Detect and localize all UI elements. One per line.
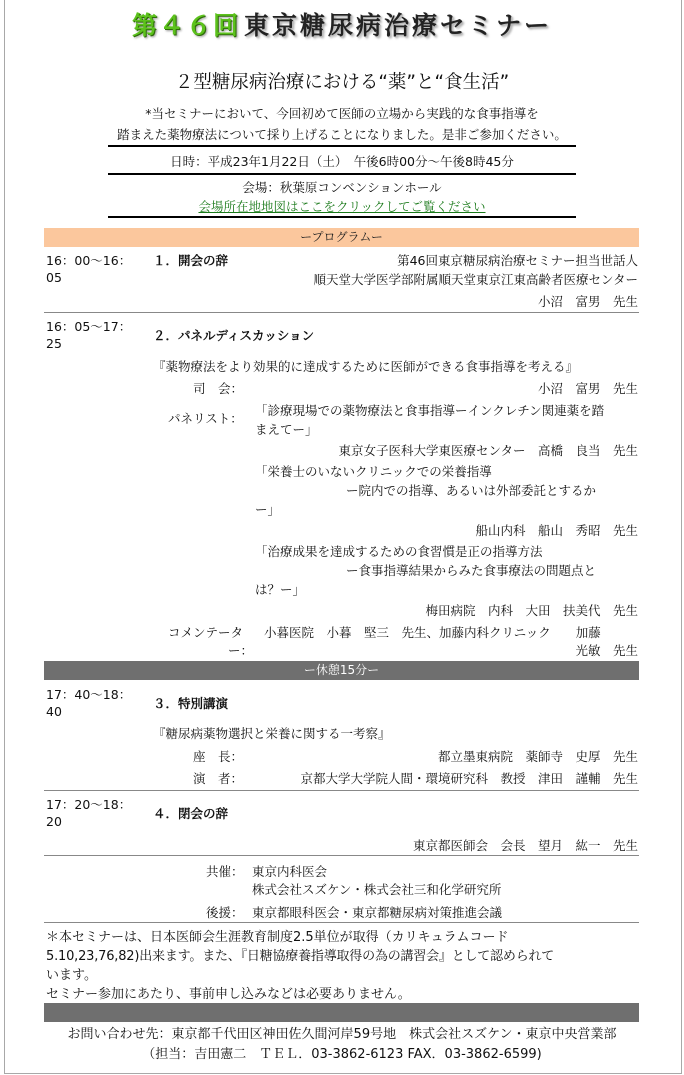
note-line-1: ＊本セミナーは、日本医師会生涯教育制度2.5単位が取得（カリキュラムコード [46, 930, 509, 945]
s2-chair: 小沼 富男 先生 [537, 381, 638, 396]
s1-org-2: 順天堂大学医学部附属順天堂東京江東高齢者医療センター [313, 272, 638, 287]
intro-text [0, 103, 684, 145]
s2-title: ２．パネルディスカッション [153, 328, 315, 343]
contact-footer [0, 1025, 684, 1065]
s2-p1-title-2: まえてー」 [255, 422, 318, 437]
s1-title: １．開会の辞 [153, 253, 229, 268]
s2-p3-name: 梅田病院 内科 大田 扶美代 先生 [425, 603, 638, 618]
s2-p2-title-1: 「栄養士のいないクリニックでの栄養指導 [255, 464, 492, 479]
host-2: 株式会社スズケン・株式会社三和化学研究所 [252, 882, 502, 897]
footer-line-2: （担当：吉田憲二 ＴＥＬ．03-3862-6123 FAX．03-3862-6599) [142, 1047, 542, 1062]
s2-panelist-label: パネリスト： [168, 411, 243, 426]
s2-p2-title-3: ー」 [255, 502, 281, 517]
s2-p2-title-2: ー院内での指導、あるいは外部委託とするか [346, 483, 597, 498]
seminar-subtitle: ２型糖尿病治療における“薬”と“食生活” [174, 72, 510, 93]
s2-commentator-line-2: 光敏 先生 [575, 643, 638, 658]
s3-speaker: 京都大学大学院人間・環境研究科 教授 津田 謹輔 先生 [300, 771, 638, 786]
s2-p1-name: 東京女子医科大学東医療センター 高橋 良当 先生 [338, 443, 638, 458]
note-line-2: 5.10,23,76,82)出来ます。また、『日糖協療養指導取得の為の講習会』として認められて [46, 949, 555, 964]
intro-line-2: 踏まえた薬物療法について採り上げることになりました。是非ご参加ください。 [117, 127, 567, 142]
s1-time-end: 05 [46, 270, 62, 285]
s2-chair-label: 司 会： [193, 381, 244, 396]
s2-theme: 『薬物療法をより効果的に達成するために医師ができる食事指導を考える』 [153, 359, 579, 374]
note-line-4: セミナー参加にあたり、事前申し込みなどは必要ありません。 [46, 987, 411, 1002]
s4-time-start: 17：20〜18： [46, 797, 132, 812]
seminar-banner [0, 6, 684, 42]
banner-number: 第４６回 [131, 11, 240, 40]
s2-p3-title-1: 「治療成果を達成するための食習慣是正の指導方法 [255, 544, 543, 559]
footer-line-1: お問い合わせ先：東京都千代田区神田佐久間河岸59号地 株式会社スズケン・東京中央営業部 [67, 1027, 617, 1042]
s3-title: ３．特別講演 [153, 696, 229, 711]
s2-commentator-label-1: コメンテータ [168, 625, 244, 640]
s3-chair: 都立墨東病院 薬師寺 史厚 先生 [437, 749, 638, 764]
s1-time-start: 16：00〜16： [46, 253, 132, 268]
s2-p3-title-3: は？ー」 [255, 582, 306, 597]
s2-p2-name: 船山内科 船山 秀昭 先生 [475, 523, 638, 538]
intro-line-1: *当セミナーにおいて、今回初めて医師の立場から実践的な食事指導を [145, 106, 539, 121]
s2-time-start: 16：05〜17： [46, 319, 132, 334]
s3-time-end: 40 [46, 704, 62, 719]
s2-commentator-line-1: 小暮医院 小暮 堅三 先生、加藤内科クリニック 加藤 [264, 625, 601, 640]
s2-p1-title-1: 「診療現場での薬物療法と食事指導ーインクレチン関連薬を踏 [255, 403, 605, 418]
s3-speaker-label: 演 者： [193, 771, 244, 786]
footer-bar [44, 1003, 639, 1022]
s4-name: 東京都医師会 会長 望月 紘一 先生 [412, 838, 638, 853]
s2-commentator-label-2: ー： [228, 643, 254, 658]
break-bar: ー休憩15分ー [44, 661, 639, 680]
section-divider [44, 312, 639, 313]
section-divider [44, 855, 639, 856]
s3-time-start: 17：40〜18： [46, 687, 132, 702]
support: 東京都眼科医会・東京都糖尿病対策推進会議 [252, 905, 503, 920]
host-1: 東京内科医会 [252, 864, 328, 879]
s1-org-1: 第46回東京糖尿病治療セミナー担当世話人 [397, 253, 638, 268]
venue-map-link[interactable]: 会場所在地地図はここをクリックしてご覧ください [198, 199, 486, 214]
support-label: 後援： [206, 905, 244, 920]
divider [108, 145, 576, 147]
divider [108, 216, 576, 218]
s4-time-end: 20 [46, 814, 62, 829]
cme-note [46, 928, 638, 1004]
host-label: 共催： [206, 864, 244, 879]
section-divider [44, 922, 639, 923]
divider [108, 173, 576, 175]
s1-name: 小沼 富男 先生 [537, 294, 638, 309]
s3-theme: 『糖尿病薬物選択と栄養に関する一考察』 [153, 726, 391, 741]
banner-title: 東京糖尿病治療セミナー [243, 11, 552, 40]
s2-time-end: 25 [46, 336, 62, 351]
s3-chair-label: 座 長： [193, 749, 244, 764]
s2-p3-title-2: ー食事指導結果からみた食事療法の問題点と [346, 563, 597, 578]
map-link-row [0, 197, 684, 215]
event-venue: 会場：秋葉原コンベンションホール [242, 180, 442, 195]
program-header-bar: ープログラムー [44, 228, 639, 247]
section-divider [44, 790, 639, 791]
s4-title: ４．閉会の辞 [153, 806, 229, 821]
event-datetime: 日時：平成23年1月22日（土） 午後6時00分～午後8時45分 [170, 154, 514, 169]
note-line-3: います。 [46, 968, 97, 983]
